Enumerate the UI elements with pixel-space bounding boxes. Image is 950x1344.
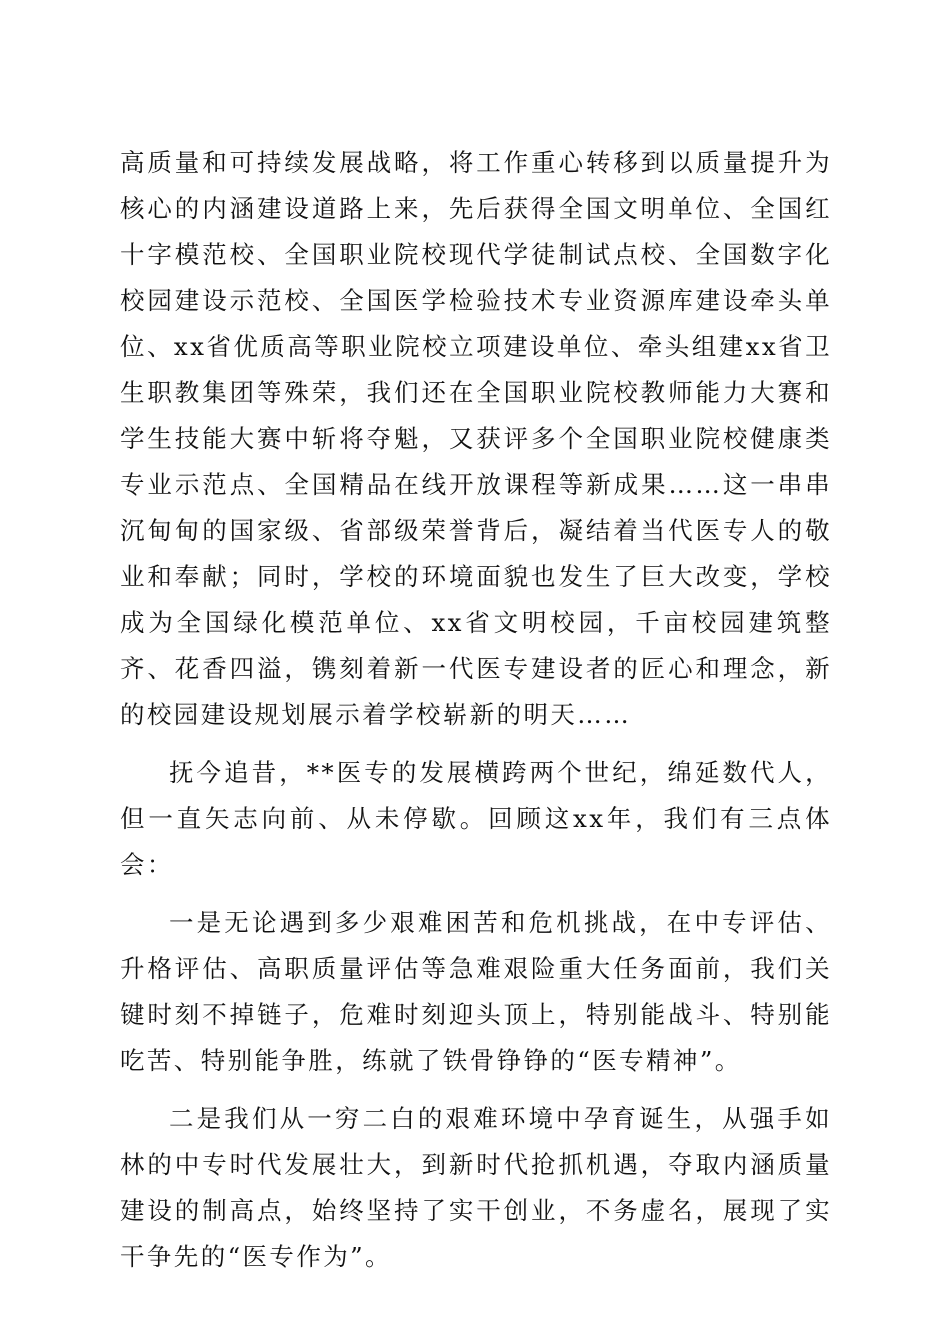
paragraph-point-two: 二是我们从一穷二白的艰难环境中孕育诞生，从强手如林的中专时代发展壮大，到新时代抢抓机遇，夺取内涵质量建设的制高点，始终坚持了实干创业，不务虚名，展现了实干争先的“医专作为”。 (120, 1104, 832, 1271)
paragraph-achievements: 高质量和可持续发展战略，将工作重心转移到以质量提升为核心的内涵建设道路上来，先后获得全国文明单位、全国红十字模范校、全国职业院校现代学徒制试点校、全国数字化校园建设示范校、全国医学检验技术专业资源库建设牵头单位、xx省优质高等职业院校立项建设单位、牵头组建xx省卫生职教集团等殊荣，我们还在全国职业院校教师能力大赛和学生技能大赛中斩将夺魁，又获评多个全国职业院校健康类专业示范点、全国精品在线开放课程等新成果……这一串串沉甸甸的国家级、省部级荣誉背后，凝结着当代医专人的敬业和奉献；同时，学校的环境面貌也发生了巨大改变，学校成为全国绿化模范单位、xx省文明校园，千亩校园建筑整齐、花香四溢，镌刻着新一代医专建设者的匠心和理念，新的校园建设规划展示着学校崭新的明天…… (120, 148, 832, 729)
paragraph-retrospect: 抚今追昔，**医专的发展横跨两个世纪，绵延数代人，但一直矢志向前、从未停歇。回顾这xx年，我们有三点体会： (120, 758, 832, 879)
document-body (120, 140, 832, 1280)
paragraph-point-one: 一是无论遇到多少艰难困苦和危机挑战，在中专评估、升格评估、高职质量评估等急难艰险重大任务面前，我们关键时刻不掉链子，危难时刻迎头顶上，特别能战斗、特别能吃苦、特别能争胜，练就了铁骨铮铮的“医专精神”。 (120, 908, 832, 1075)
